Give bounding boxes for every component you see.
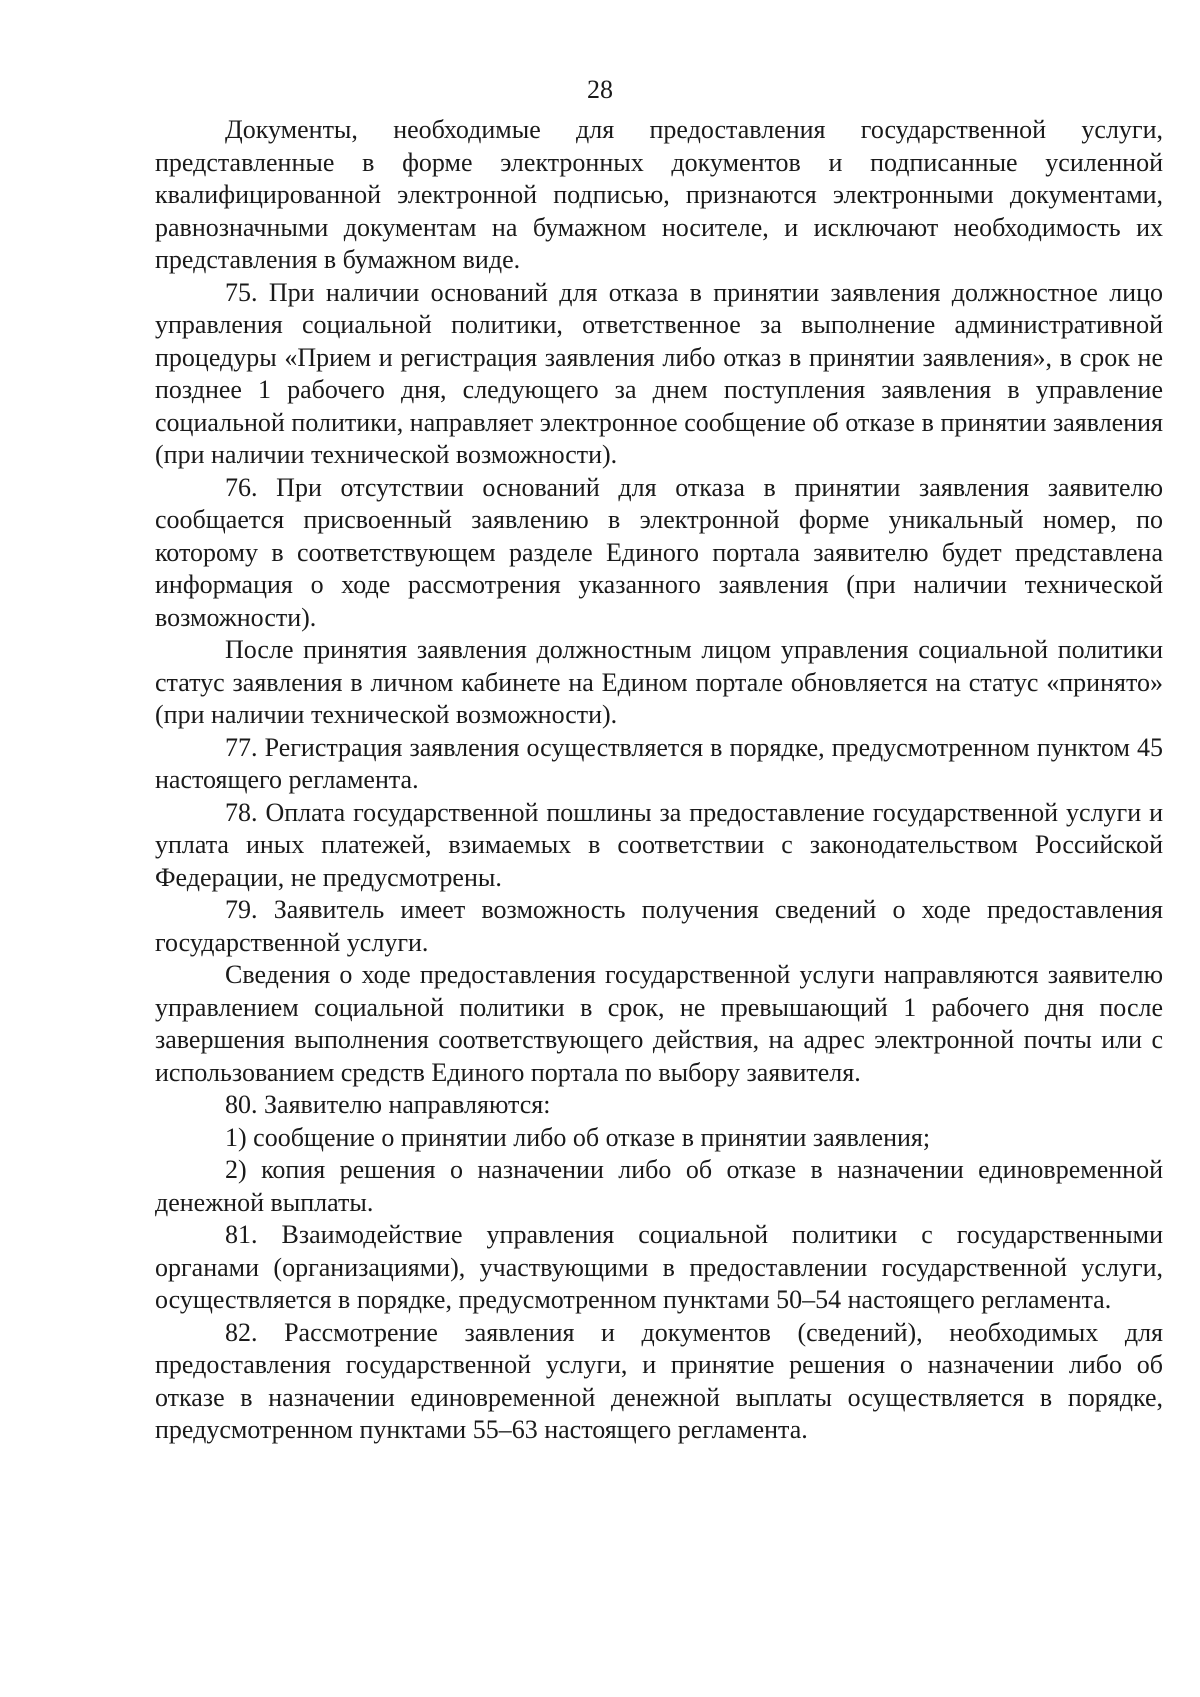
paragraph-81: 81. Взаимодействие управления социальной политики с государственными органами (организациями), участвующими в предоставлении государственной услуги, осуществляется в порядке, предусмотренном пунктами 50–54 настоящего регламента.	[155, 1220, 1163, 1314]
paragraph-electronic-documents: Документы, необходимые для предоставления государственной услуги, представленные в форме электронных документов и подписанные усиленной квалифицированной электронной подписью, признаются электронными документами, равнозначными документам на бумажном носителе, и исключают необходимость их представления в бумажном виде.	[155, 115, 1163, 274]
paragraph-79: 79. Заявитель имеет возможность получения сведений о ходе предоставления государственной услуги.	[155, 895, 1163, 957]
paragraph-80-item-1: 1) сообщение о принятии либо об отказе в принятии заявления;	[225, 1122, 931, 1152]
paragraph-80-item-2: 2) копия решения о назначении либо об отказе в назначении единовременной денежной выплаты.	[155, 1155, 1163, 1217]
paragraph-76: 76. При отсутствии оснований для отказа в принятии заявления заявителю сообщается присвоенный заявлению в электронной форме уникальный номер, по которому в соответствующем разделе Единого портала заявителю будет представлена информация о ходе рассмотрения указанного заявления (при наличии технической возможности).	[155, 472, 1163, 632]
paragraph-status-update: После принятия заявления должностным лицом управления социальной политики статус заявления в личном кабинете на Едином портале обновляется на статус «принято» (при наличии технической возможности).	[155, 635, 1163, 729]
paragraph-progress-info: Сведения о ходе предоставления государственной услуги направляются заявителю управлением социальной политики в срок, не превышающий 1 рабочего дня после завершения выполнения соответствующего действия, на адрес электронной почты или с использованием средств Единого портала по выбору заявителя.	[155, 960, 1163, 1087]
page-number: 28	[587, 75, 613, 104]
paragraph-82: 82. Рассмотрение заявления и документов (сведений), необходимых для предоставления государственной услуги, и принятие решения о назначении либо об отказе в назначении единовременной денежной выплаты осуществляется в порядке, предусмотренном пунктами 55–63 настоящего регламента.	[155, 1317, 1163, 1444]
paragraph-78: 78. Оплата государственной пошлины за предоставление государственной услуги и уплата иных платежей, взимаемых в соответствии с законодательством Российской Федерации, не предусмотрены.	[155, 797, 1163, 892]
document-body	[155, 114, 1163, 1447]
paragraph-80: 80. Заявителю направляются:	[225, 1090, 551, 1119]
paragraph-75: 75. При наличии оснований для отказа в принятии заявления должностное лицо управления социальной политики, ответственное за выполнение административной процедуры «Прием и регистрация заявления либо отказ в принятии заявления», в срок не позднее 1 рабочего дня, следующего за днем поступления заявления в управление социальной политики, направляет электронное сообщение об отказе в принятии заявления (при наличии технической возможности).	[155, 277, 1163, 469]
paragraph-77: 77. Регистрация заявления осуществляется в порядке, предусмотренном пунктом 45 настоящего регламента.	[155, 732, 1163, 794]
